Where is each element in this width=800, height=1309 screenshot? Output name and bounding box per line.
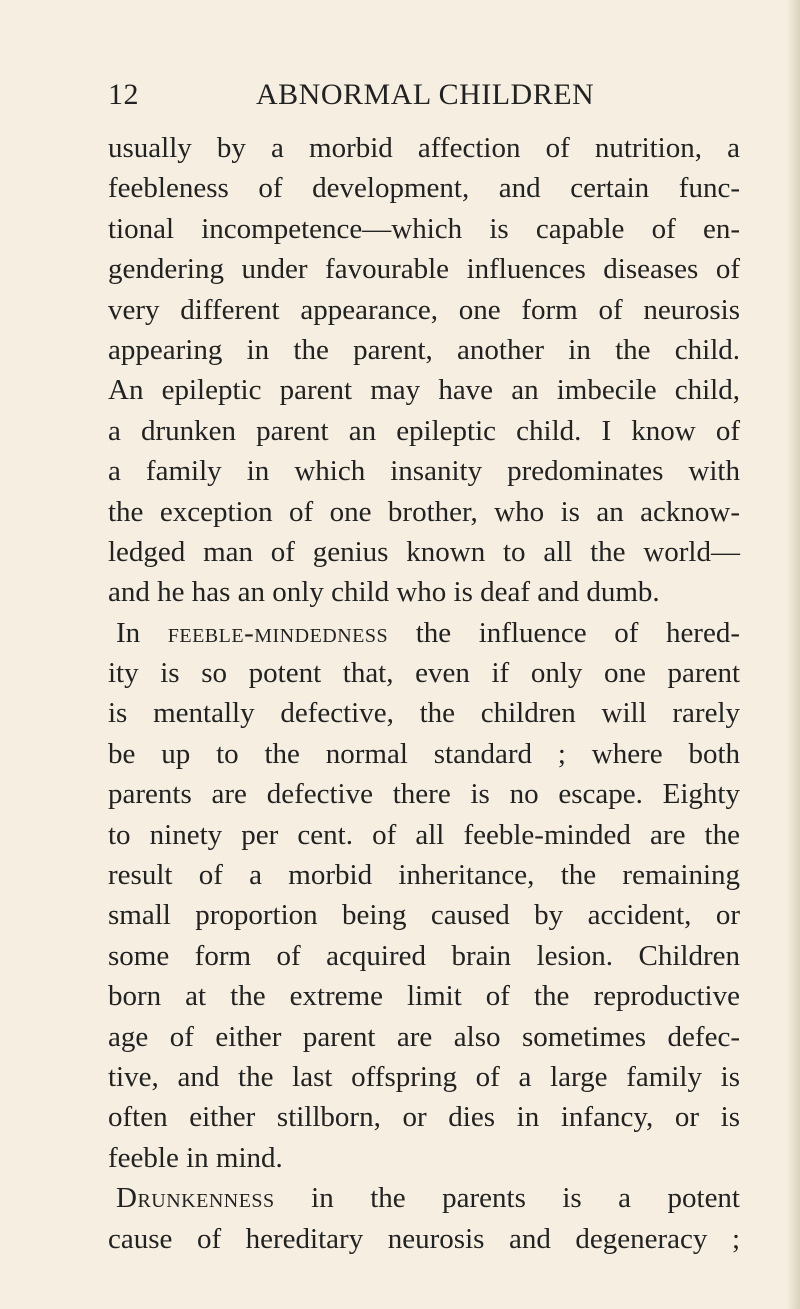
page-number: 12	[108, 78, 139, 111]
line-prefix: In	[116, 616, 168, 649]
text-line	[108, 613, 740, 653]
text-line: ledged man of genius known to all the world—	[108, 535, 740, 568]
small-caps-term: Drunkenness	[116, 1182, 275, 1215]
line-suffix: in the parents is a potent	[274, 1182, 740, 1215]
line-suffix: the influence of hered-	[388, 616, 740, 649]
page-edge-shadow	[786, 0, 800, 1309]
text-line: the exception of one brother, who is an acknow-	[108, 495, 740, 528]
body-text	[108, 128, 740, 1259]
text-line: gendering under favourable influences diseases of	[108, 253, 740, 286]
running-head: ABNORMAL CHILDREN	[256, 78, 595, 111]
text-line: a family in which insanity predominates with	[108, 455, 740, 488]
text-line: tive, and the last offspring of a large family is	[108, 1060, 740, 1093]
text-line: is mentally defective, the children will rarely	[108, 697, 740, 730]
text-line: very different appearance, one form of neurosis	[108, 293, 740, 326]
text-line: feebleness of development, and certain func-	[108, 172, 740, 205]
text-line	[108, 1178, 740, 1218]
text-line: to ninety per cent. of all feeble-minded are the	[108, 818, 740, 851]
text-line: tional incompetence—which is capable of en-	[108, 212, 740, 245]
text-line: often either stillborn, or dies in infancy, or is	[108, 1101, 740, 1134]
text-line: some form of acquired brain lesion. Children	[108, 939, 740, 972]
text-line: parents are defective there is no escape. Eighty	[108, 778, 740, 811]
text-line: and he has an only child who is deaf and dumb.	[108, 576, 660, 609]
text-line: ity is so potent that, even if only one parent	[108, 657, 740, 690]
text-line: cause of hereditary neurosis and degeneracy ;	[108, 1222, 740, 1255]
text-line: a drunken parent an epileptic child. I know of	[108, 414, 740, 447]
text-line: be up to the normal standard ; where both	[108, 737, 740, 770]
text-line: small proportion being caused by accident, or	[108, 899, 740, 932]
text-line: usually by a morbid affection of nutrition, a	[108, 132, 740, 164]
text-line: result of a morbid inheritance, the remaining	[108, 859, 740, 892]
text-line: born at the extreme limit of the reproductive	[108, 980, 740, 1013]
page-header	[108, 78, 708, 114]
small-caps-term: feeble-mindedness	[167, 616, 389, 649]
text-line: feeble in mind.	[108, 1141, 283, 1174]
text-line: age of either parent are also sometimes defec-	[108, 1020, 740, 1053]
text-line: appearing in the parent, another in the child.	[108, 333, 740, 366]
text-line: An epileptic parent may have an imbecile child,	[108, 374, 740, 407]
